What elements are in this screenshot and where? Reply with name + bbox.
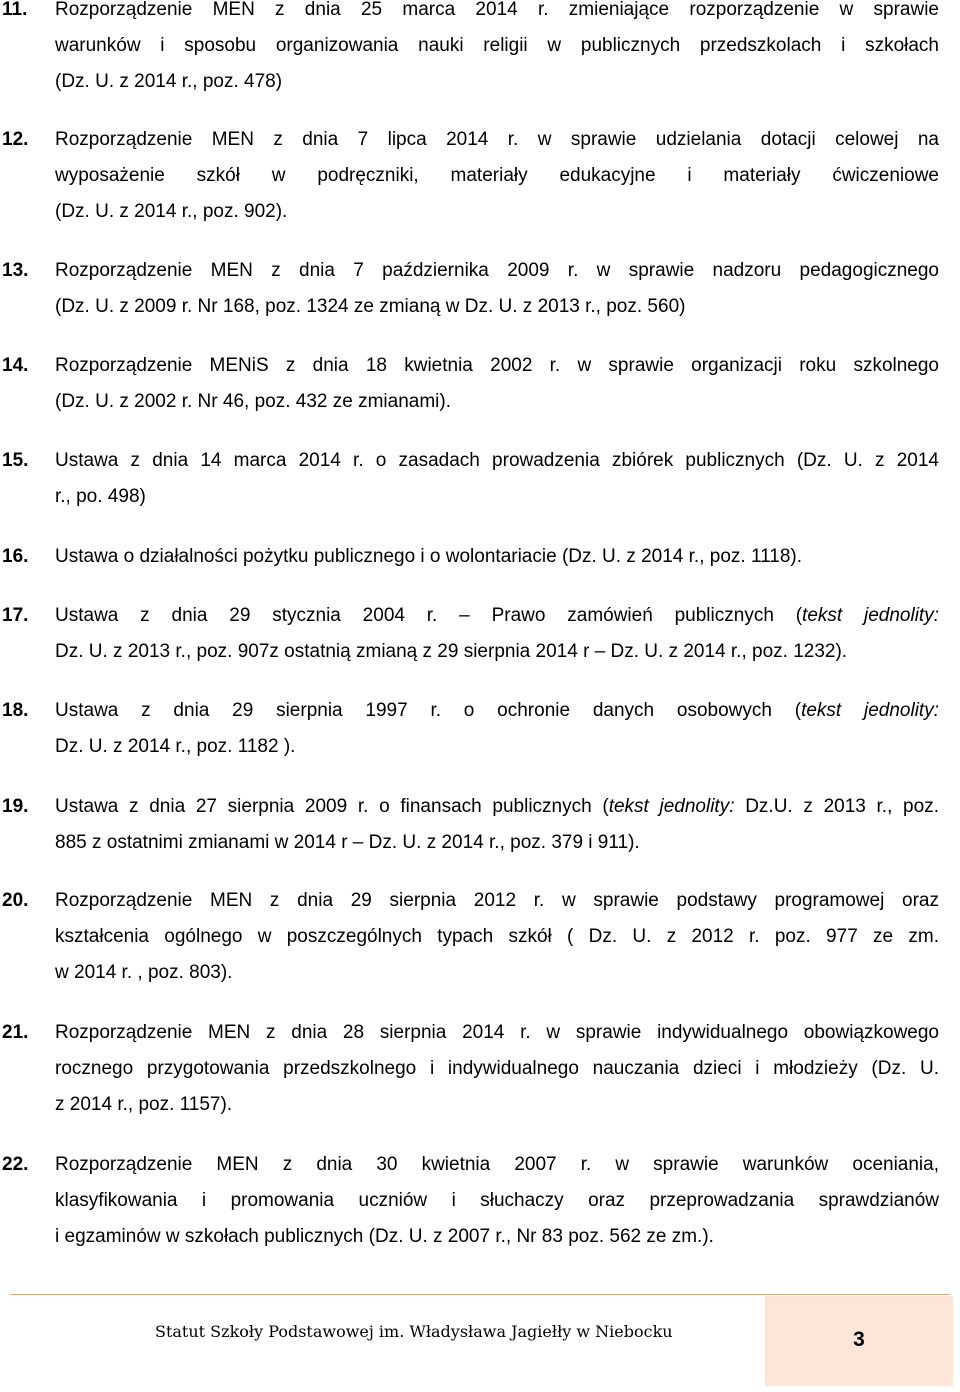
item-text-segment: Ustawa z dnia 29 sierpnia 1997 r. o ochronie danych osobowych (: [55, 700, 802, 721]
item-number: 15.: [2, 450, 29, 471]
item-text-line: warunków i sposobu organizowania nauki religii w publicznych przedszkolach i szkołach: [55, 35, 939, 56]
item-number: 16.: [2, 546, 29, 567]
item-number: 11.: [2, 0, 28, 20]
item-text-line: klasyfikowania i promowania uczniów i słuchaczy oraz przeprowadzania sprawdzianów: [55, 1190, 939, 1211]
item-number: 18.: [2, 700, 29, 721]
item-text-line: wyposażenie szkół w podręczniki, materiały edukacyjne i materiały ćwiczeniowe: [55, 165, 939, 186]
item-number: 21.: [2, 1022, 29, 1043]
item-text-line: kształcenia ogólnego w poszczególnych typach szkół ( Dz. U. z 2012 r. poz. 977 ze zm.: [55, 926, 939, 947]
item-text-line: Ustawa o działalności pożytku publicznego i o wolontariacie (Dz. U. z 2014 r., poz. 1118).: [55, 546, 803, 567]
item-text-segment: Ustawa z dnia 29 stycznia 2004 r. – Prawo zamówień publicznych (: [55, 605, 803, 626]
item-number: 19.: [2, 796, 29, 817]
item-text-line: Rozporządzenie MEN z dnia 29 sierpnia 2012 r. w sprawie podstawy programowej oraz: [55, 890, 939, 911]
item-text-line: Rozporządzenie MENiS z dnia 18 kwietnia 2002 r. w sprawie organizacji roku szkolnego: [55, 355, 939, 376]
page-number-box: [765, 1296, 953, 1386]
item-text-line: 885 z ostatnimi zmianami w 2014 r – Dz. U. z 2014 r., poz. 379 i 911).: [55, 832, 640, 853]
item-text-line: rocznego przygotowania przedszkolnego i indywidualnego nauczania dzieci i młodzieży (Dz. U.: [55, 1058, 939, 1079]
item-text-line: Rozporządzenie MEN z dnia 28 sierpnia 2014 r. w sprawie indywidualnego obowiązkowego: [55, 1022, 939, 1043]
item-text-line: i egzaminów w szkołach publicznych (Dz. U. z 2007 r., Nr 83 poz. 562 ze zm.).: [55, 1226, 714, 1247]
item-text-segment: Dz.U. z 2013 r., poz.: [734, 796, 939, 817]
item-text-line: [55, 598, 939, 634]
item-text-italic: tekst jednolity:: [801, 700, 939, 721]
item-text-italic: tekst jednolity:: [802, 605, 939, 626]
item-text-line: Ustawa z dnia 14 marca 2014 r. o zasadach prowadzenia zbiórek publicznych (Dz. U. z 2014: [55, 450, 939, 471]
item-text-line: Rozporządzenie MEN z dnia 30 kwietnia 2007 r. w sprawie warunków oceniania,: [55, 1154, 939, 1175]
item-text-line: Dz. U. z 2013 r., poz. 907z ostatnią zmianą z 29 sierpnia 2014 r – Dz. U. z 2014 r., poz. 1232).: [55, 641, 848, 662]
page-number: 3: [853, 1328, 865, 1351]
item-text-segment: Ustawa z dnia 27 sierpnia 2009 r. o finansach publicznych (: [55, 796, 609, 817]
item-text-line: (Dz. U. z 2014 r., poz. 478): [55, 71, 283, 92]
item-number: 13.: [2, 260, 29, 281]
item-number: 12.: [2, 129, 29, 150]
item-text-line: Rozporządzenie MEN z dnia 25 marca 2014 r. zmieniające rozporządzenie w sprawie: [55, 0, 939, 20]
item-number: 14.: [2, 355, 29, 376]
item-text-line: Rozporządzenie MEN z dnia 7 października 2009 r. w sprawie nadzoru pedagogicznego: [55, 260, 939, 281]
footer-title: Statut Szkoły Podstawowej im. Władysława Jagiełły w Niebocku: [155, 1322, 673, 1341]
item-text-line: [55, 789, 939, 825]
item-text-line: w 2014 r. , poz. 803).: [55, 962, 233, 983]
item-number: 22.: [2, 1154, 29, 1175]
item-text-line: (Dz. U. z 2014 r., poz. 902).: [55, 201, 288, 222]
footer-divider: [10, 1294, 950, 1295]
item-number: 20.: [2, 890, 29, 911]
item-text-line: (Dz. U. z 2009 r. Nr 168, poz. 1324 ze zmianą w Dz. U. z 2013 r., poz. 560): [55, 296, 686, 317]
item-text-line: [55, 693, 939, 729]
item-text-italic: tekst jednolity:: [608, 796, 735, 817]
item-text-line: (Dz. U. z 2002 r. Nr 46, poz. 432 ze zmianami).: [55, 391, 451, 412]
item-text-line: Rozporządzenie MEN z dnia 7 lipca 2014 r. w sprawie udzielania dotacji celowej na: [55, 129, 939, 150]
item-text-line: Dz. U. z 2014 r., poz. 1182 ).: [55, 736, 296, 757]
item-number: 17.: [2, 605, 29, 626]
item-text-line: r., po. 498): [55, 486, 146, 507]
item-text-line: z 2014 r., poz. 1157).: [55, 1094, 233, 1115]
